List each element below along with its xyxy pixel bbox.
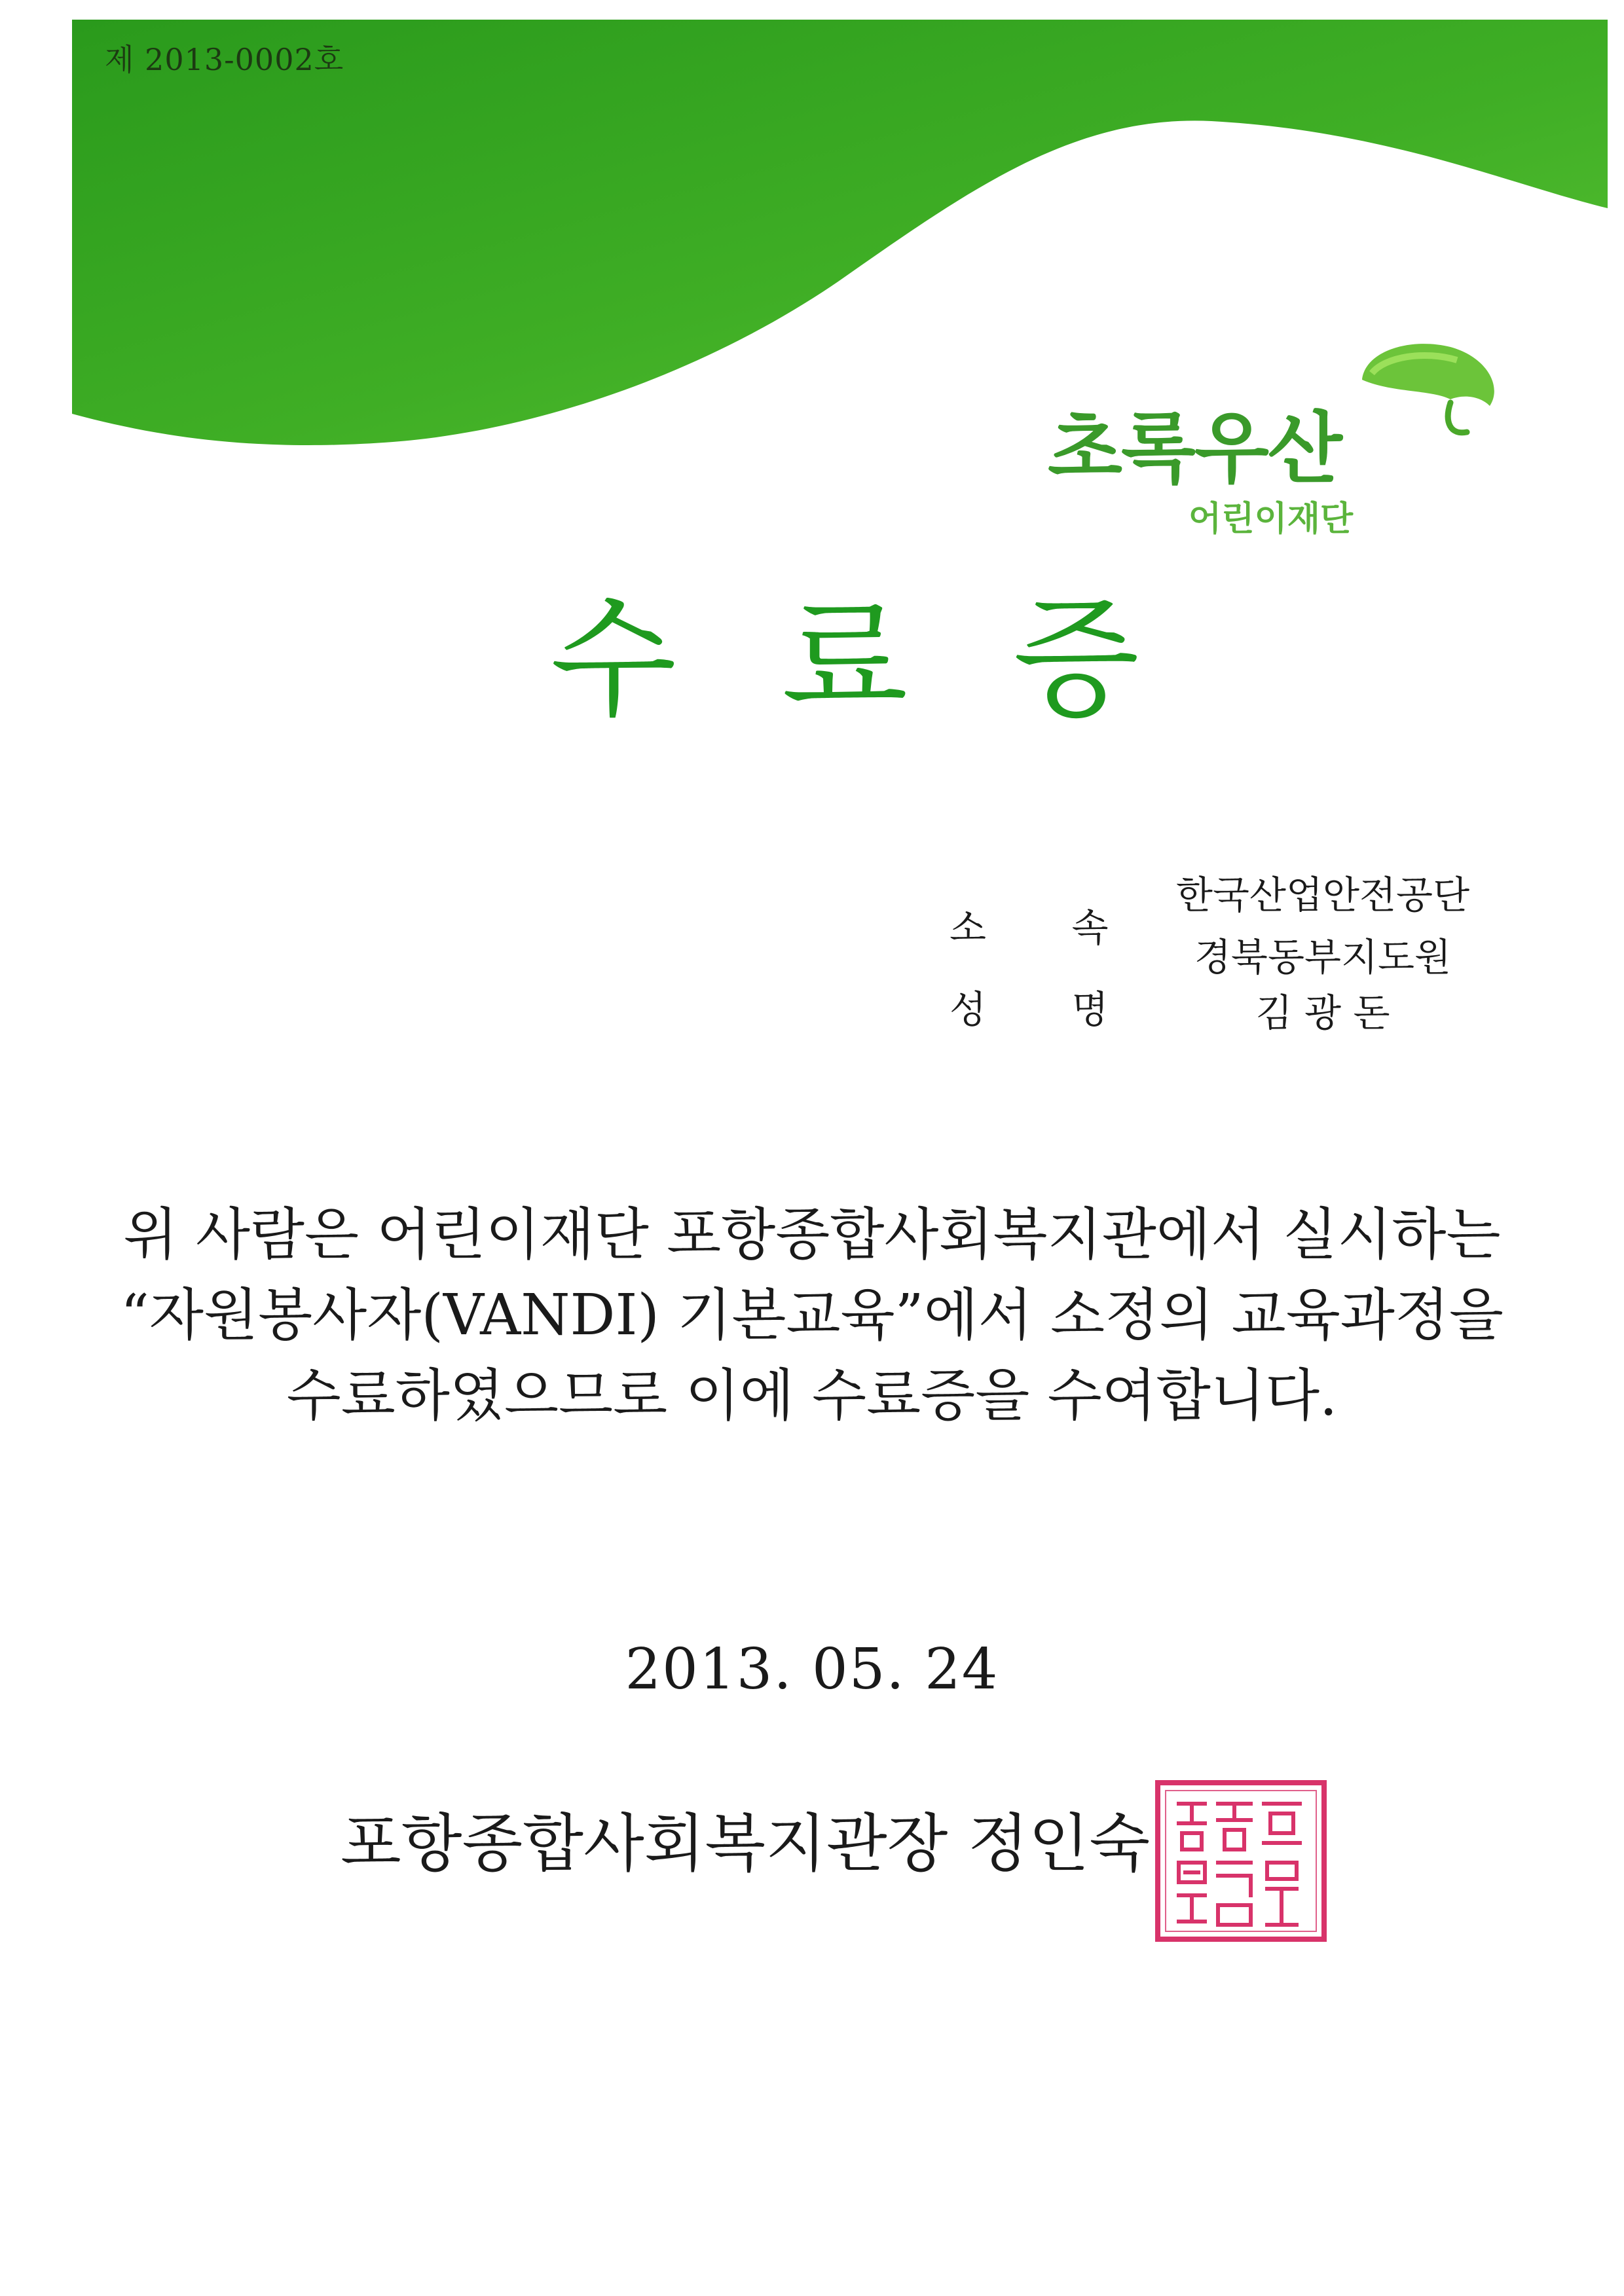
foundation-logo <box>1041 334 1500 550</box>
affiliation-line2: 경북동부지도원 <box>1194 935 1452 979</box>
certificate-number: 제 2013-0002호 <box>105 42 344 77</box>
affiliation-label: 소 속 <box>950 905 1145 950</box>
recipient-name: 김 광 돈 <box>1255 991 1390 1035</box>
title-char-1: 수 <box>550 583 677 736</box>
logo-sub-text: 어린이재단 <box>1189 500 1354 539</box>
logo-main-text: 초록우산 <box>1048 403 1341 494</box>
umbrella-leaf-icon <box>1352 334 1503 445</box>
statement-line-1: 위 사람은 어린이재단 포항종합사회복지관에서 실시하는 <box>123 1202 1501 1267</box>
certificate-title <box>550 576 1139 736</box>
recipient-info <box>904 845 1526 1061</box>
title-char-3: 증 <box>1012 583 1139 736</box>
official-seal-icon <box>1153 1777 1329 1944</box>
name-label: 성 명 <box>950 987 1145 1032</box>
certificate-statement <box>118 1195 1506 1436</box>
issuer-signature: 포항종합사회복지관장 정인숙 <box>341 1807 1151 1880</box>
issue-date: 2013. 05. 24 <box>625 1637 999 1702</box>
statement-line-3: 수료하였으므로 이에 수료증을 수여합니다. <box>286 1363 1338 1429</box>
affiliation-line1: 한국산업안전공단 <box>1175 873 1470 917</box>
statement-line-2: “자원봉사자(VANDI) 기본교육”에서 소정의 교육과정을 <box>120 1283 1504 1348</box>
title-char-2: 료 <box>781 583 908 736</box>
